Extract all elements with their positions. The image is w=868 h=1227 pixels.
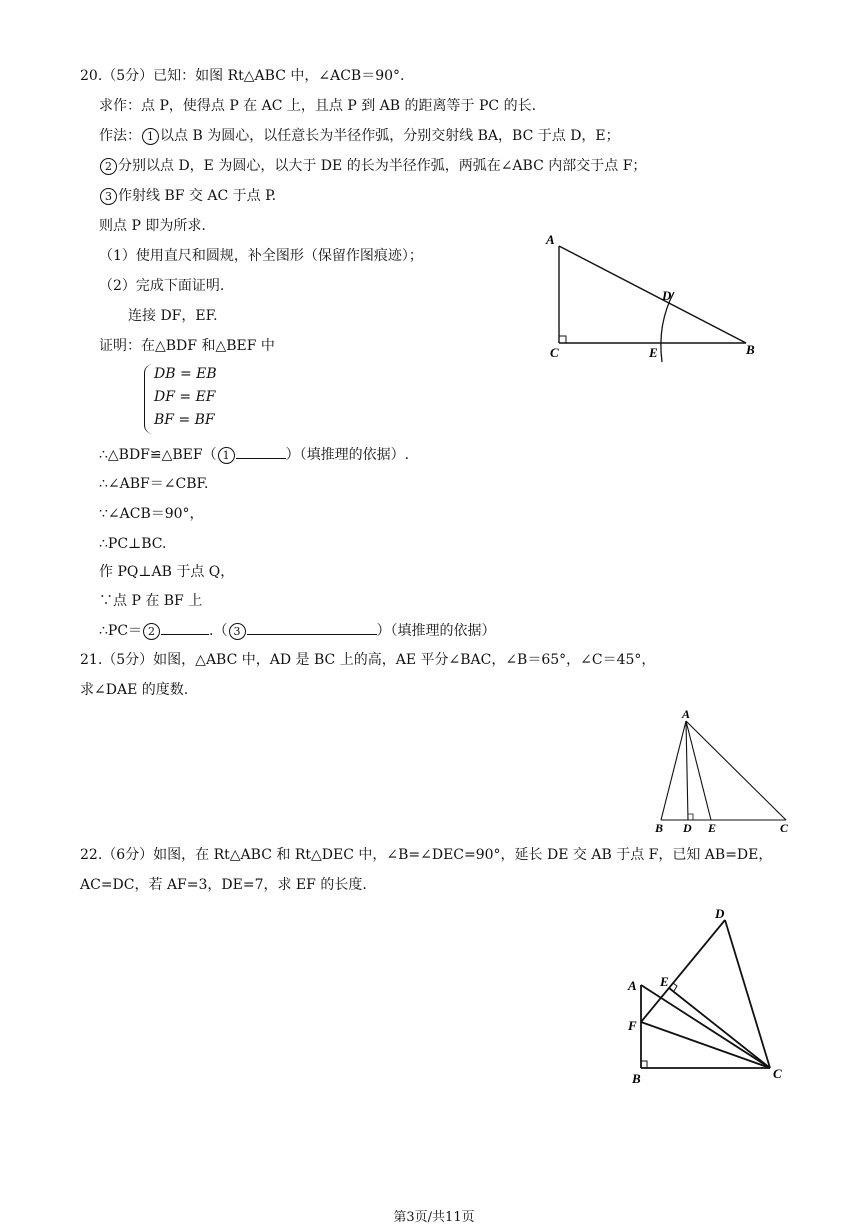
right-angle-mark-e: [673, 983, 677, 991]
q20-part1: （1）使用直尺和圆规，补全图形（保留作图痕迹）；: [99, 248, 423, 264]
label-d: D: [683, 821, 692, 835]
page-footer: 第3页/共11页: [393, 1210, 475, 1225]
q20-method-step3: 3 作射线 BF 交 AC 于点 P.: [99, 186, 276, 206]
q20-header: 20.（5分）已知：如图 Rt△ABC 中，∠ACB＝90°.: [80, 68, 405, 84]
label-e: E: [660, 974, 669, 989]
equation-row: DF = EF: [154, 389, 216, 405]
label-a: A: [628, 978, 637, 993]
q20-method-step2: 2 分别以点 D，E 为圆心，以大于 DE 的长为半径作弧，两弧在∠ABC 内部交于点 F；: [99, 156, 646, 176]
segment-ab: [559, 246, 746, 343]
circled-number: 3: [229, 623, 246, 640]
q20-method-step1: 作法： 1 以点 B 为圆心，以任意长为半径作弧，分别交射线 BA，BC 于点 D，E；: [99, 128, 620, 144]
proof-line: ∵点 P 在 BF 上: [99, 593, 203, 609]
label-a: A: [546, 232, 555, 247]
altitude-ad: [686, 721, 688, 820]
q21-line2: 求∠DAE 的度数.: [80, 682, 189, 698]
label-c: C: [773, 1066, 782, 1081]
circled-number: 1: [142, 128, 159, 145]
right-angle-mark: [559, 336, 566, 343]
answer-blank-1[interactable]: [236, 444, 286, 459]
segment-fd: [641, 920, 725, 1022]
q21-line1: 21.（5分）如图，△ABC 中，AD 是 BC 上的高，AE 平分∠BAC，∠B＝65°，∠C＝45°，: [80, 652, 656, 668]
circled-number: 2: [143, 623, 160, 640]
proof-line: ∴PC⊥BC.: [99, 536, 167, 552]
circled-number: 2: [100, 158, 117, 175]
equation-system: [144, 364, 217, 434]
proof-line-congruence: ∴△BDF≌△BEF（ 1 ）（填推理的依据）.: [99, 444, 409, 465]
label-d: D: [662, 288, 672, 303]
right-angle-mark: [688, 814, 693, 820]
label-c: C: [550, 345, 559, 360]
label-c: C: [780, 821, 789, 835]
circled-number: 1: [218, 447, 235, 464]
label-b: B: [746, 342, 755, 357]
segment-ec: [669, 988, 770, 1068]
bisector-ae: [686, 721, 711, 820]
q22-line1: 22.（6分）如图，在 Rt△ABC 和 Rt△DEC 中，∠B=∠DEC=90°，延长 DE 交 AB 于点 F，已知 AB=DE，: [80, 847, 773, 863]
answer-blank-2[interactable]: [161, 620, 209, 635]
segment-ac: [686, 721, 786, 820]
q20-connect: 连接 DF，EF.: [128, 308, 218, 324]
label-f: F: [628, 1018, 637, 1033]
label-e: E: [708, 821, 717, 835]
segment-dc: [725, 920, 770, 1068]
q21-figure: [646, 704, 796, 838]
q22-line2: AC=DC，若 AF=3，DE=7，求 EF 的长度.: [80, 877, 367, 893]
label-b: B: [655, 821, 664, 835]
segment-ab: [661, 721, 686, 820]
segment-fc: [641, 1022, 770, 1068]
circled-number: 3: [100, 188, 117, 205]
proof-line-answer: ∴PC＝ 2 .（ 3 ）（填推理的依据）: [99, 620, 496, 641]
q20-figure: [540, 226, 770, 366]
right-angle-mark-b: [641, 1061, 647, 1068]
q20-task: 求作：点 P，使得点 P 在 AC 上，且点 P 到 AB 的距离等于 PC 的长.: [99, 98, 537, 114]
q22-figure: [620, 900, 795, 1090]
q20-conclusion: 则点 P 即为所求.: [99, 218, 206, 234]
equation-row: DB = EB: [154, 366, 217, 382]
proof-line: ∴∠ABF＝∠CBF.: [99, 476, 209, 492]
q20-part2: （2）完成下面证明.: [99, 278, 225, 294]
equation-row: BF = BF: [154, 412, 215, 428]
label-e: E: [649, 345, 658, 360]
proof-line: 作 PQ⊥AB 于点 Q，: [99, 564, 235, 580]
answer-blank-3[interactable]: [247, 620, 377, 635]
proof-line: ∵∠ACB＝90°，: [99, 506, 204, 522]
label-d: D: [715, 906, 725, 921]
label-a: A: [682, 707, 691, 721]
label-b: B: [632, 1071, 641, 1086]
q20-proof-intro: 证明：在△BDF 和△BEF 中: [99, 338, 275, 354]
